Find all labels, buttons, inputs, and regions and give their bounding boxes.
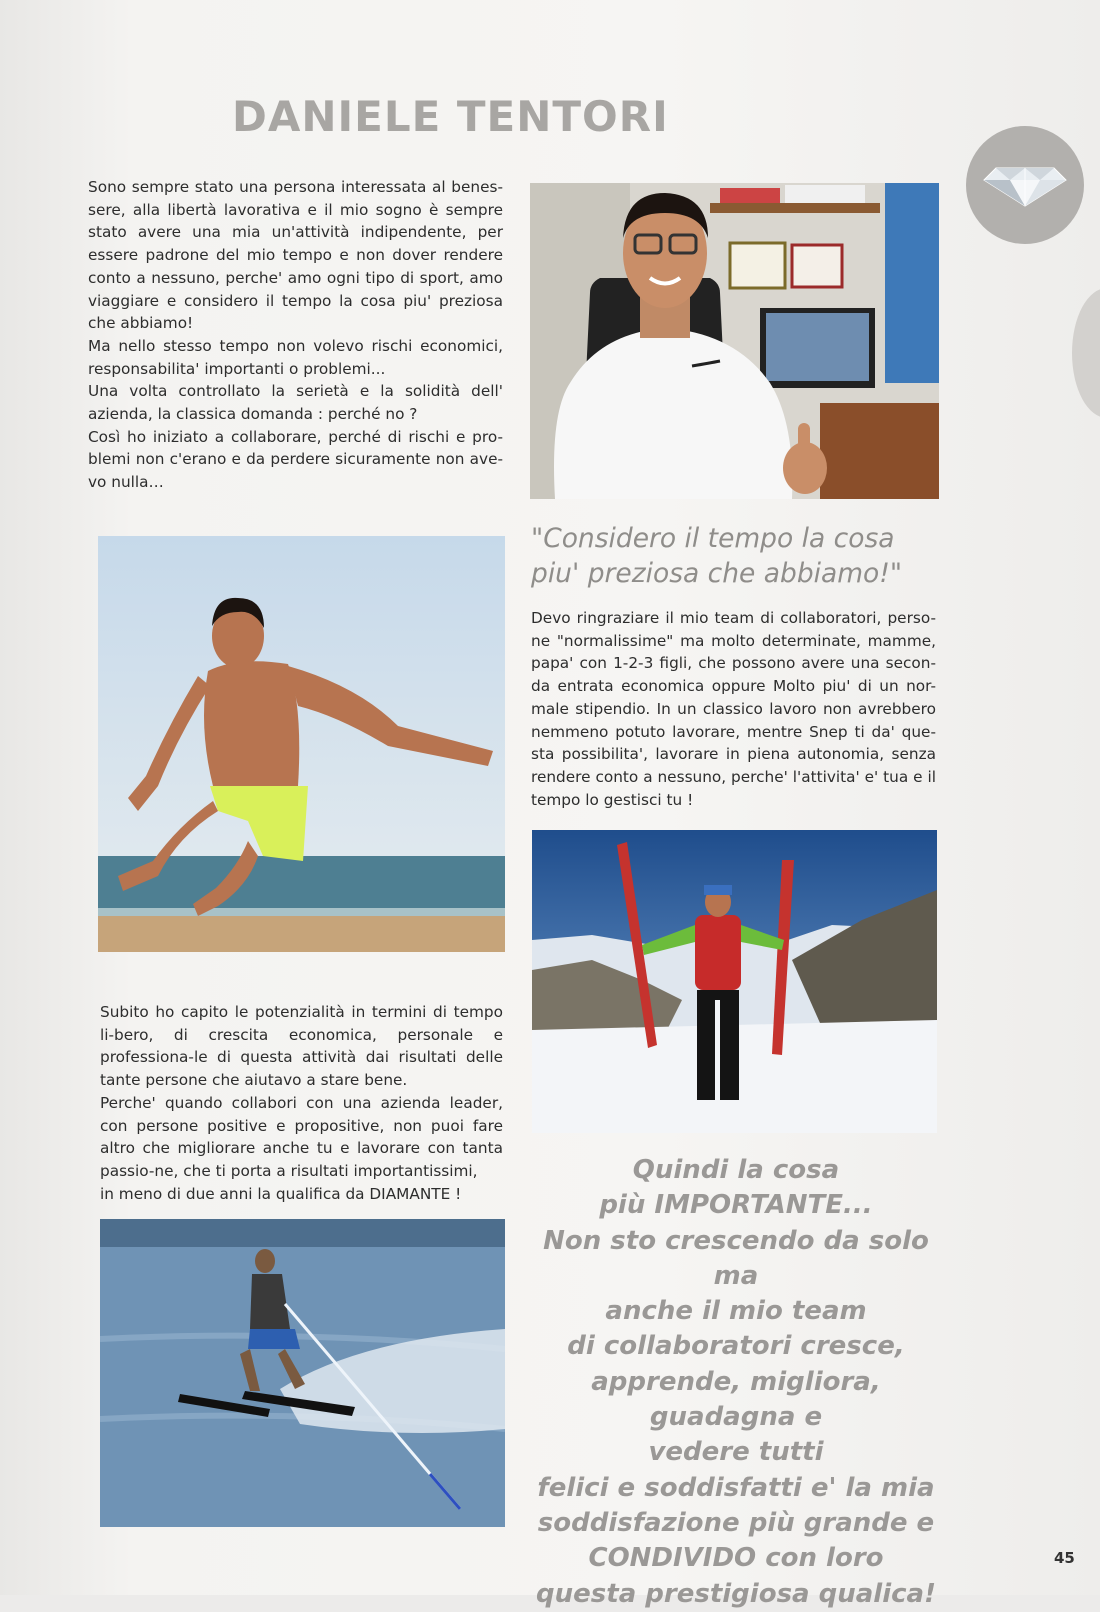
closing-line: di collaboratori cresce,: [567, 1331, 905, 1362]
team-text: [531, 607, 936, 811]
beach-jump-photo: [98, 536, 505, 952]
closing-line: Quindi la cosa: [632, 1155, 840, 1185]
closing-statement: [536, 1153, 936, 1612]
growth-paragraph: Subito ho capito le potenzialità in termini di tempo li-bero, di crescita economica, personale e professiona-le di questa attività dai risultati delle tante persone che aiutavo a stare bene.: [100, 1003, 503, 1090]
intro-paragraph: Ma nello stesso tempo non volevo rischi economici, responsabilita' importanti o problemi...: [88, 336, 503, 378]
side-circle: [1072, 288, 1100, 418]
growth-paragraph: in meno di due anni la qualifica da DIAMANTE !: [100, 1184, 462, 1203]
closing-line: più IMPORTANTE...: [599, 1190, 873, 1221]
closing-line: vedere tutti: [648, 1437, 824, 1468]
page-number: 45: [1054, 1549, 1075, 1567]
pull-quote: "Considero il tempo la cosa piu' preziosa che abbiamo!": [531, 523, 903, 589]
intro-paragraph: Una volta controllato la serietà e la solidità dell' azienda, la classica domanda : perché no ?: [88, 382, 503, 424]
water-ski-photo: [100, 1219, 505, 1527]
growth-text: [100, 1001, 503, 1205]
growth-paragraph: Perche' quando collabori con una azienda leader, con persone positive e propositive, non puoi fare altro che migliorare anche tu e lavorare con tanta passio-ne, che ti porta a risultati importantissimi,: [100, 1093, 503, 1180]
diamond-badge: [966, 126, 1084, 244]
closing-line: felici e soddisfatti e' la mia: [537, 1472, 935, 1503]
closing-line: questa prestigiosa qualica!: [536, 1578, 936, 1609]
closing-line: apprende, migliora, guadagna e: [591, 1366, 881, 1433]
intro-paragraph: Sono sempre stato una persona interessata al benes-sere, alla libertà lavorativa e il mio sogno è sempre stato avere una mia un'attività indipendente, per essere padrone del mio tempo e non dover rendere conto a nessuno, perche' amo ogni tipo di sport, amo viaggiare e considero il tempo la cosa piu' preziosa che abbiamo!: [88, 178, 503, 333]
closing-line: CONDIVIDO con loro: [588, 1543, 884, 1574]
intro-paragraph: Così ho iniziato a collaborare, perché di rischi e pro-blemi non c'erano e da perdere sicuramente non ave-vo nulla…: [88, 427, 503, 492]
office-portrait-photo: [530, 183, 939, 499]
page-title: DANIELE TENTORI: [232, 92, 669, 141]
closing-line: anche il mio team: [605, 1296, 867, 1327]
team-paragraph: Devo ringraziare il mio team di collaboratori, perso-ne "normalissime" ma molto determinate, mamme, papa' con 1-2-3 figli, che possono avere una secon-da entrata economica oppure Molto piu' di un nor-male stipendio. In un classico lavoro non avrebbero nemmeno potuto lavorare, mentre Snep ti da' que-sta possibilita', lavorare in piena autonomia, senza rendere conto a nessuno, perche' l'attivita' e' tua e il tempo lo gestisci tu !: [531, 609, 936, 809]
intro-text: [88, 176, 503, 494]
closing-line: soddisfazione più grande e: [537, 1507, 935, 1538]
ski-mountain-photo: [532, 830, 937, 1133]
diamond-icon: [966, 126, 1084, 244]
closing-line: Non sto crescendo da solo ma: [543, 1225, 929, 1291]
